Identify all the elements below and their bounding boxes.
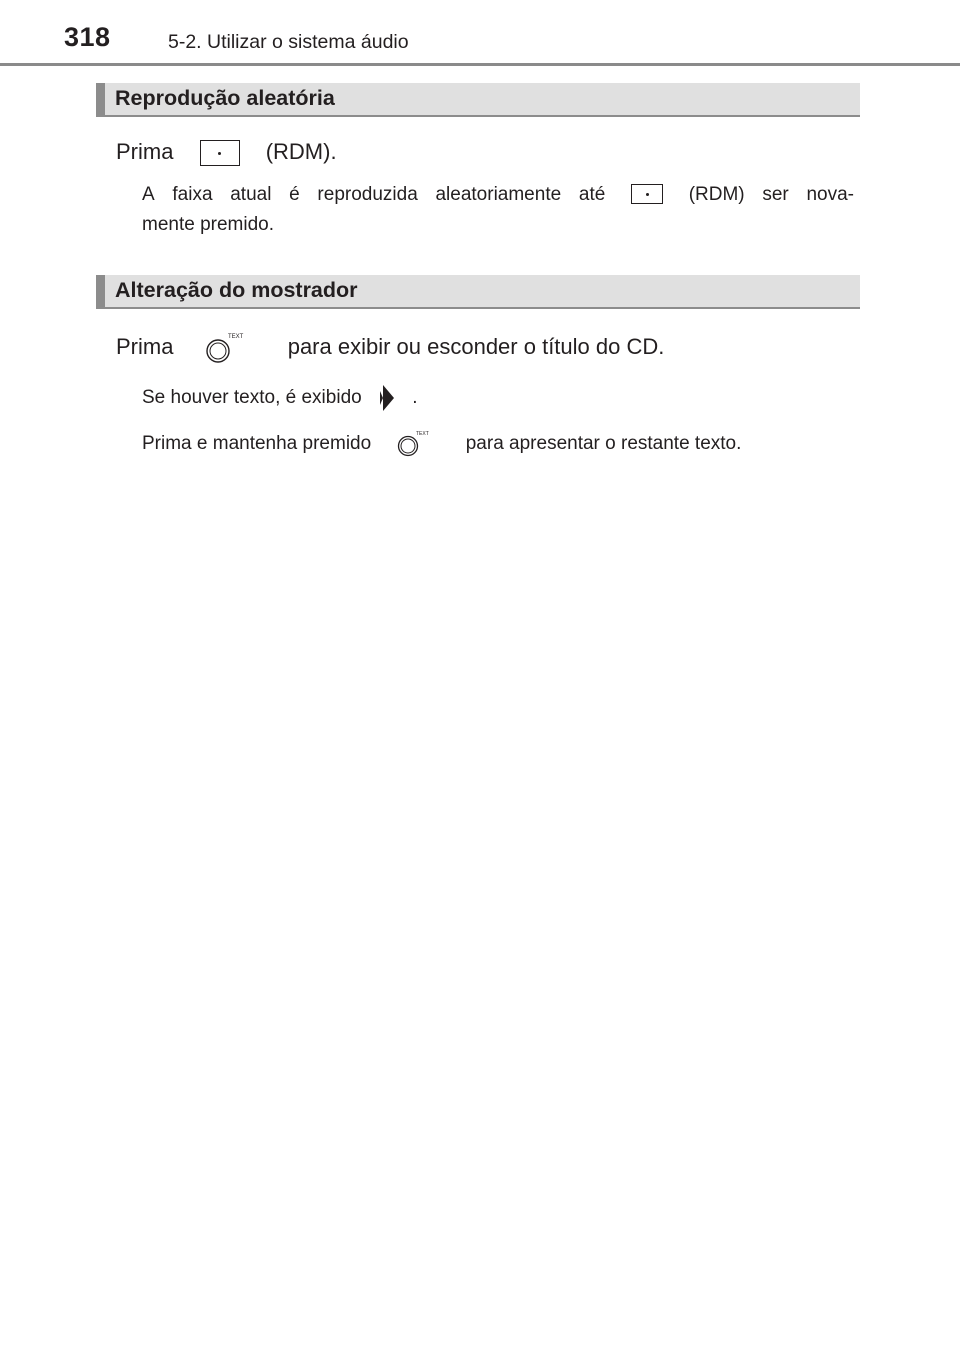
chapter-title: 5-2. Utilizar o sistema áudio <box>168 31 409 53</box>
svg-text:TEXT: TEXT <box>227 334 243 340</box>
random-play-instruction <box>116 139 337 166</box>
text-more-arrow-icon <box>377 383 401 413</box>
section-heading-random-play <box>96 83 860 117</box>
section-heading-text: Alteração do mostrador <box>115 278 358 302</box>
rdm-key-icon <box>200 140 240 166</box>
display-note-2: Prima e mantenha premido TEXT para apresentar o restante texto. <box>142 429 741 459</box>
svg-text:TEXT: TEXT <box>416 431 430 437</box>
instruction-prefix: Prima <box>116 139 174 164</box>
text-knob-icon <box>394 429 446 459</box>
instruction-prefix: Prima <box>116 333 174 359</box>
page-number: 318 <box>64 22 111 52</box>
note-line-2: mente premido. <box>142 214 275 235</box>
display-note-1: Se houver texto, é exibido . <box>142 383 418 413</box>
display-change-instruction <box>116 331 664 365</box>
instruction-suffix: (RDM). <box>265 139 337 164</box>
note-line-1: A faixa atual é reproduzida aleatoriamente até (RDM) ser nova- <box>142 184 854 205</box>
section-heading-display-change <box>96 275 860 309</box>
text-knob-icon <box>200 331 260 365</box>
header-divider <box>0 63 960 66</box>
instruction-suffix: para exibir ou esconder o título do CD. <box>287 333 665 359</box>
rdm-key-icon <box>631 184 663 204</box>
heading-accent-bar <box>96 275 105 307</box>
section-heading-text: Reprodução aleatória <box>115 86 335 110</box>
heading-accent-bar <box>96 83 105 115</box>
random-play-note <box>142 184 854 236</box>
